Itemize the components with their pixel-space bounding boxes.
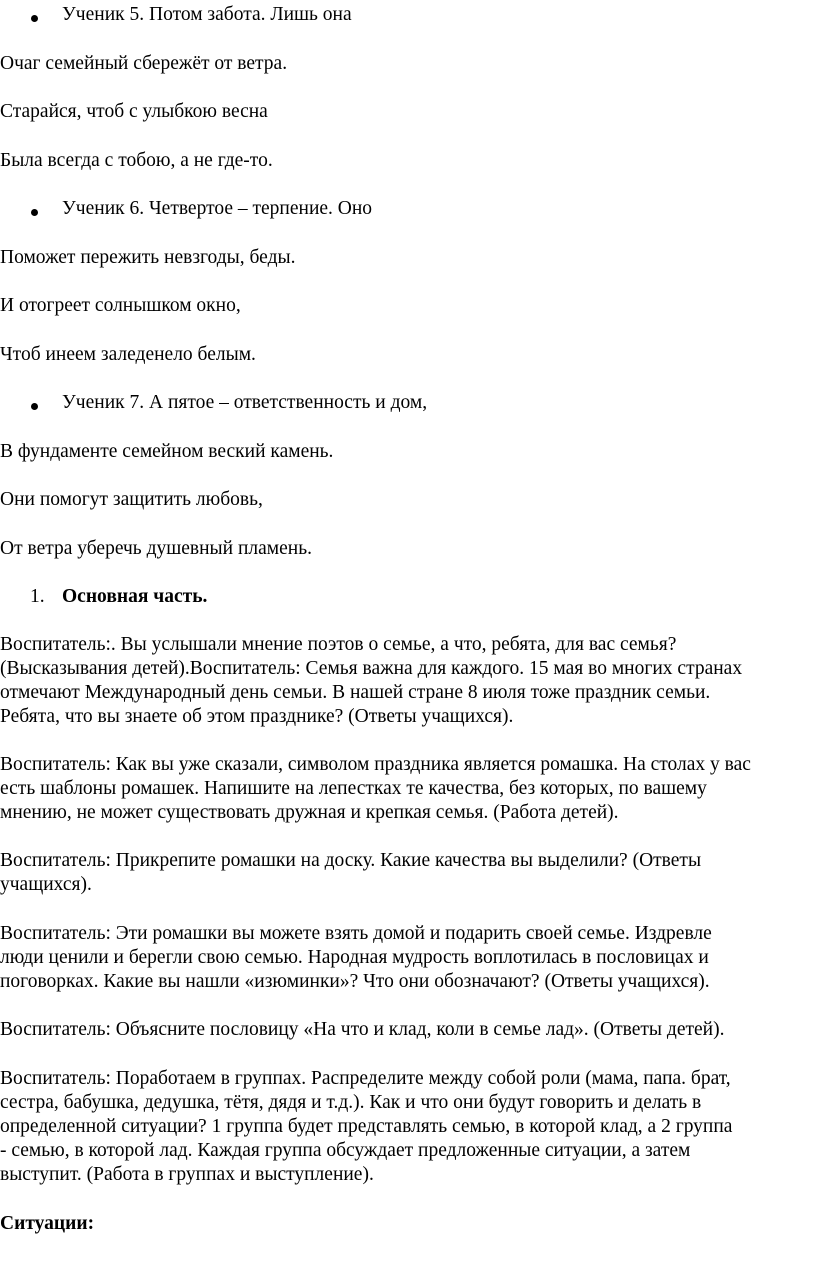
paragraph-line: Воспитатель: Как вы уже сказали, символом праздника является ромашка. На столах у вас (0, 754, 751, 775)
paragraph (0, 633, 812, 729)
paragraph-line: Воспитатель: Прикрепите ромашки на доску. Какие качества вы выделили? (Ответы (0, 850, 702, 871)
poem-line: Чтоб инеем заледенело белым. (0, 344, 256, 365)
paragraph-line: - семью, в которой лад. Каждая группа обсуждает предложенные ситуации, а затем (0, 1140, 691, 1161)
paragraph-line: Воспитатель: Объясните пословицу «На что и клад, коли в семье лад». (Ответы детей). (0, 1019, 725, 1040)
poem-bullet-line: Ученик 5. Потом забота. Лишь она (62, 4, 352, 25)
poem-line: В фундаменте семейном веский камень. (0, 441, 334, 462)
paragraph (0, 753, 812, 825)
paragraph-line: сестра, бабушка, дедушка, тётя, дядя и т.д.). Как и что они будут говорить и делать в (0, 1092, 702, 1113)
paragraph-line: Ребята, что вы знаете об этом празднике? (Ответы учащихся). (0, 706, 514, 727)
paragraph (0, 849, 812, 897)
paragraph (0, 1067, 812, 1187)
poem-line: Была всегда с тобою, а не где-то. (0, 150, 273, 171)
paragraph-line: мнению, не может существовать дружная и крепкая семья. (Работа детей). (0, 802, 619, 823)
paragraph (0, 1018, 812, 1042)
paragraph-line: учащихся). (0, 874, 92, 895)
poem-line: От ветра уберечь душевный пламень. (0, 538, 312, 559)
paragraph-line: определенной ситуации? 1 группа будет представлять семью, в которой клад, а 2 группа (0, 1116, 733, 1137)
paragraph-line: поговорках. Какие вы нашли «изюминки»? Что они обозначают? (Ответы учащихся). (0, 971, 710, 992)
paragraph-line: Воспитатель: Эти ромашки вы можете взять домой и подарить своей семье. Издревле (0, 923, 712, 944)
poem-line: Очаг семейный сбережёт от ветра. (0, 53, 288, 74)
poem-line: Старайся, чтоб с улыбкою весна (0, 101, 268, 122)
paragraph-line: Воспитатель: Поработаем в группах. Распределите между собой роли (мама, папа. брат, (0, 1068, 731, 1089)
situations-heading: Ситуации: (0, 1213, 95, 1234)
paragraph-line: выступит. (Работа в группах и выступление). (0, 1164, 374, 1185)
poem-line: Поможет пережить невзгоды, беды. (0, 247, 296, 268)
paragraph-line: (Высказывания детей).Воспитатель: Семья важна для каждого. 15 мая во многих странах (0, 658, 743, 679)
poem-line: И отогреет солнышком окно, (0, 295, 241, 316)
bullet-icon (31, 15, 38, 22)
poem-line: Они помогут защитить любовь, (0, 489, 263, 510)
paragraph-line: отмечают Международный день семьи. В нашей стране 8 июля тоже праздник семьи. (0, 682, 711, 703)
paragraph (0, 922, 812, 994)
poem-bullet-line: Ученик 7. А пятое – ответственность и дом, (62, 392, 428, 413)
paragraph-line: люди ценили и берегли свою семью. Народная мудрость воплотилась в пословицах и (0, 947, 709, 968)
section-title: Основная часть. (62, 586, 208, 607)
bullet-icon (31, 209, 38, 216)
section-number: 1. (30, 586, 45, 607)
poem-bullet-line: Ученик 6. Четвертое – терпение. Оно (62, 198, 373, 219)
bullet-icon (31, 403, 38, 410)
paragraph-line: есть шаблоны ромашек. Напишите на лепестках те качества, без которых, по вашему (0, 778, 707, 799)
paragraph-line: Воспитатель:. Вы услышали мнение поэтов о семье, а что, ребята, для вас семья? (0, 634, 677, 655)
